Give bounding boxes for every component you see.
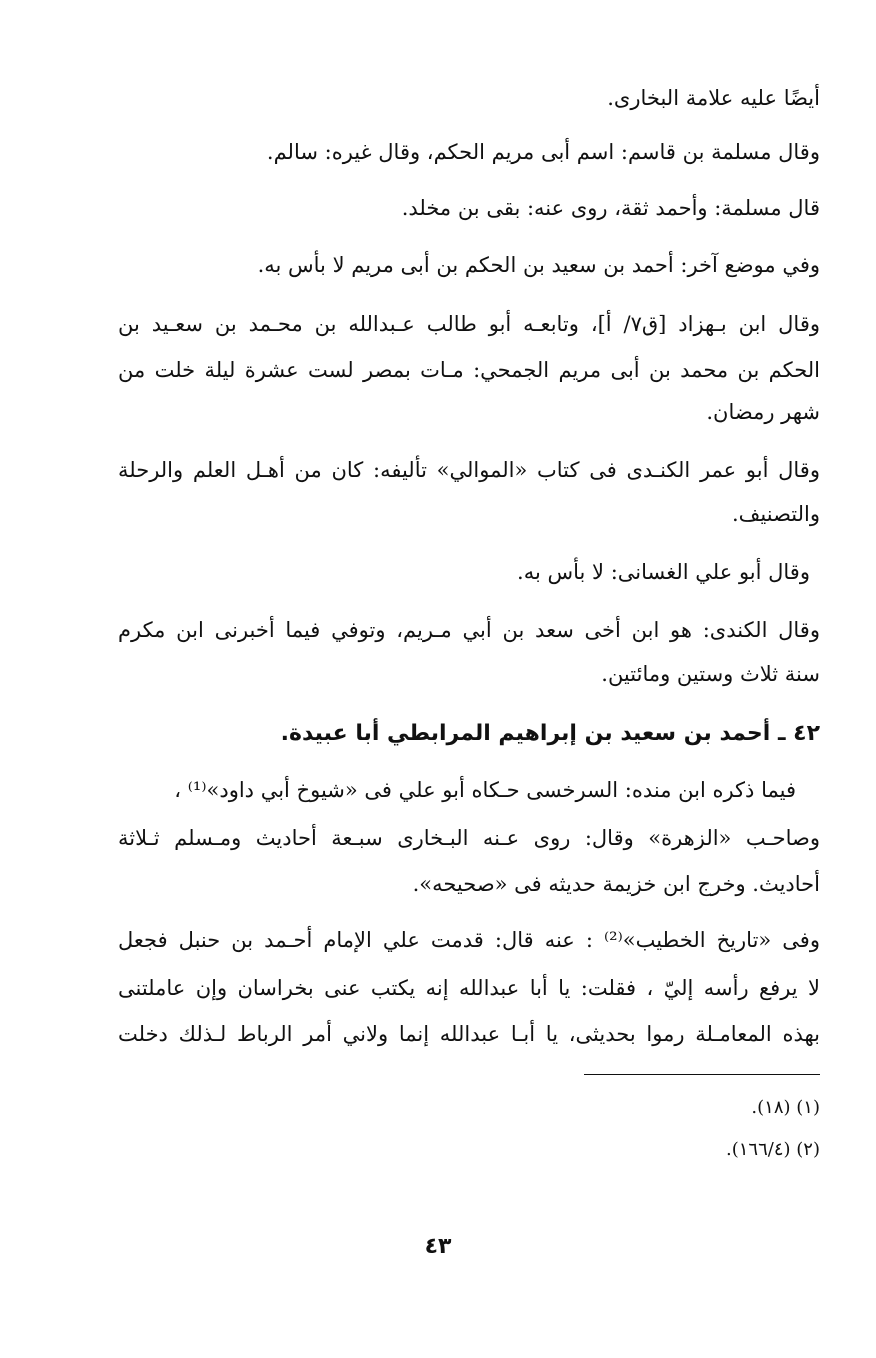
text-line: شهر رمضان.: [706, 400, 820, 424]
text-line: وقال ابن بـهزاد [ق٧/ أ]، وتابعـه أبو طالب عـبدالله بن محـمد بن سعـيد بن: [118, 312, 820, 336]
text-line: والتصنيف.: [731, 502, 820, 526]
body-text: [118, 74, 820, 714]
entry-heading: ٤٢ ـ أحمد بن سعيد بن إبراهيم المرابطي أبا عبيدة.: [280, 721, 820, 746]
page-number: ٤٣: [424, 1234, 452, 1259]
text-line: وقال الكندى: هو ابن أخى سعد بن أبي مـريم، وتوفي فيما أخبرنى ابن مكرم: [118, 618, 820, 642]
text-line: أحاديث. وخرج ابن خزيمة حديثه فى «صحيحه».: [412, 872, 820, 896]
text-line: وفى «تاريخ الخطيب»⁽²⁾ : عنه قال: قدمت علي الإمام أحـمد بن حنبل فجعل: [118, 928, 820, 952]
text-line: فيما ذكره ابن منده: السرخسى حـكاه أبو علي فى «شيوخ أبي داود»⁽¹⁾ ،: [174, 778, 796, 802]
text-line: أيضًا عليه علامة البخارى.: [607, 86, 820, 110]
text-line: سنة ثلاث وستين ومائتين.: [601, 662, 820, 686]
text-line: الحكم بن محمد بن أبى مريم الجمحي: مـات بمصر لست عشرة ليلة خلت من: [118, 358, 820, 382]
body-text-2: [118, 766, 820, 1066]
text-line: وفي موضع آخر: أحمد بن سعيد بن الحكم بن أبى مريم لا بأس به.: [257, 253, 820, 277]
text-line: وقال أبو عمر الكنـدى فى كتاب «الموالي» تأليفه: كان من أهـل العلم والرحلة: [118, 458, 820, 482]
text-line: لا يرفع رأسه إليّ ، فقلت: يا أبا عبدالله إنه يكتب عنى بخراسان وإن عاملتنى: [118, 976, 820, 1000]
text-line: وقال مسلمة بن قاسم: اسم أبى مريم الحكم، وقال غيره: سالم.: [266, 140, 820, 164]
text-line: بهذه المعامـلة رموا بحديثى، يا أبـا عبدالله إنما ولاني أمر الرباط لـذلك دخلت: [118, 1022, 820, 1046]
text-line: وقال أبو علي الغسانى: لا بأس به.: [517, 560, 810, 584]
text-line: قال مسلمة: وأحمد ثقة، روى عنه: بقى بن مخلد.: [401, 196, 820, 220]
text-line: وصاحـب «الزهرة» وقال: روى عـنه البـخارى سبـعة أحاديث ومـسلم ثـلاثة: [118, 826, 820, 850]
footnote-1: (١) (١٨).: [751, 1097, 820, 1118]
footnote-separator: [584, 1074, 820, 1075]
footnote-2: (٢) (١٦٦/٤).: [726, 1139, 820, 1160]
